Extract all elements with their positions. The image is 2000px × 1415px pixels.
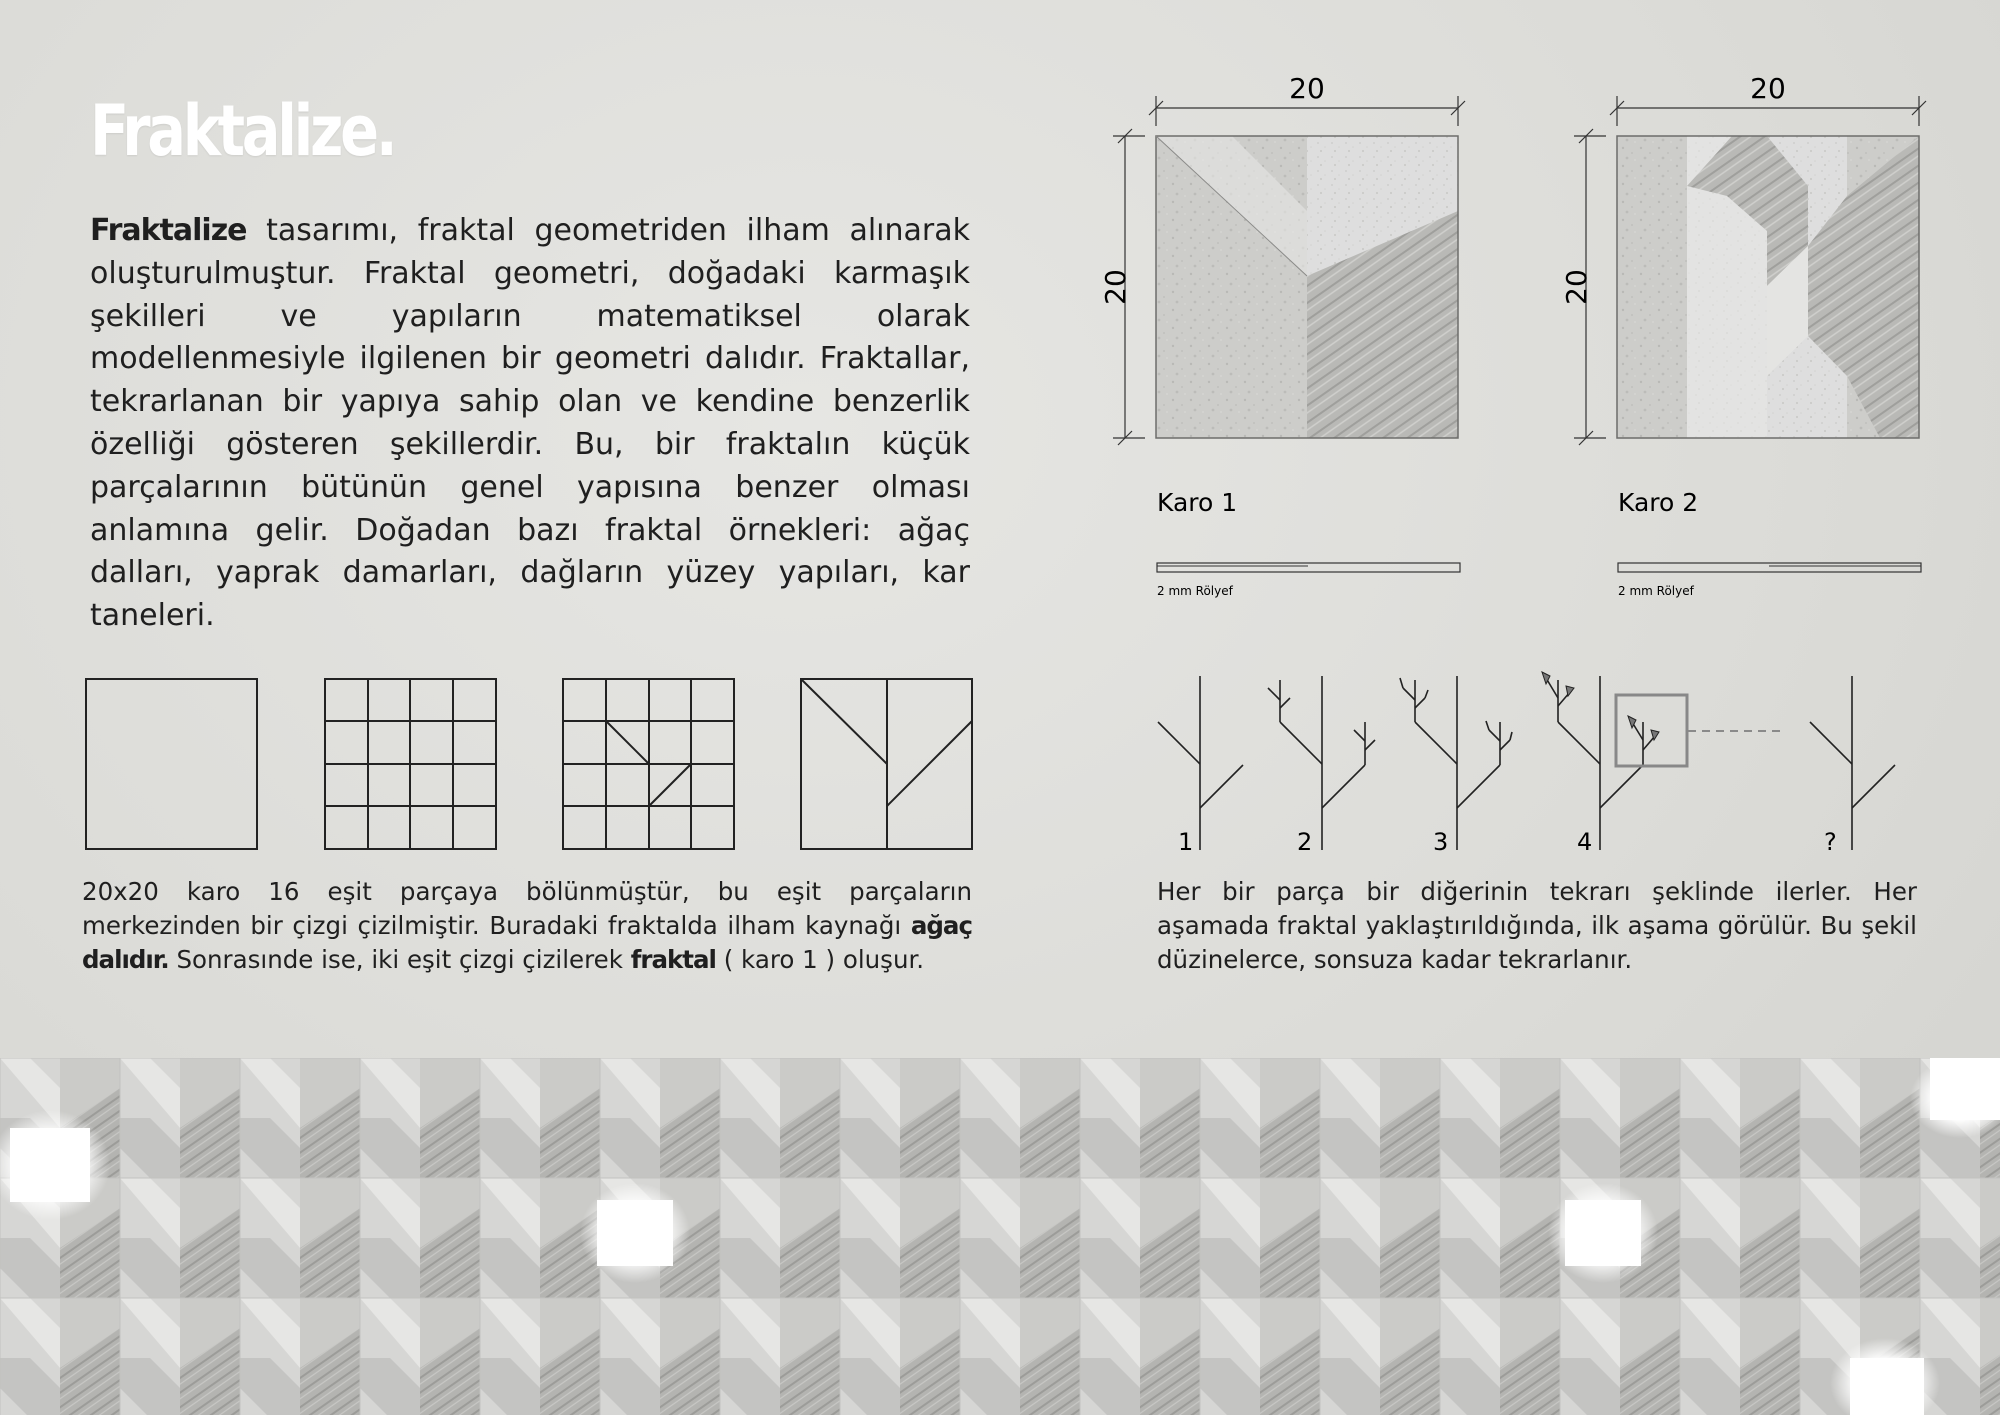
tree-3-twig-2 (1415, 698, 1425, 708)
stage-label-5: ? (1824, 828, 1837, 856)
karo-1-height-value: 20 (1099, 269, 1132, 305)
fractal-4-branch-right (887, 721, 972, 806)
construction-fractal-4 (801, 679, 972, 849)
tree-3-leaf-1 (1400, 678, 1403, 688)
karo-2-width-value: 20 (1750, 72, 1786, 105)
tree-1-branch-left (1158, 722, 1200, 764)
caption-left-bold-1: ağaç dalıdır. (82, 911, 972, 974)
tile-pattern-surface (0, 1058, 2000, 1415)
tree-stage-5 (1810, 676, 1895, 850)
glow-tile-2-core (597, 1200, 673, 1266)
glow-tile-4-core (1930, 1058, 2000, 1120)
tree-5-branch-right (1852, 765, 1895, 808)
tree-3-twig-1 (1403, 688, 1415, 700)
grid-3-diagonal-2 (649, 764, 691, 806)
construction-grid-3 (563, 679, 734, 849)
glow-tile-3-core (1565, 1200, 1641, 1266)
tile-pattern-band (0, 1058, 2000, 1415)
caption-left-part-1: 20x20 karo 16 eşit parçaya bölünmüştür, bu eşit parçaların merkezinden bir çizgi çizilmiştir. Buradaki fraktalda ilham kaynağı (82, 877, 972, 940)
karo-1-relief-label: 2 mm Rölyef (1157, 584, 1233, 598)
fractal-4-branch-left (801, 679, 887, 764)
intro-text: tasarımı, fraktal geometriden ilham alınarak oluşturulmuştur. Fraktal geometri, doğadaki karmaşık şekilleri ve yapıların matematiksel olarak modellenmesiyle ilgilenen bir geometri dalıdır. Fraktallar, tekrarlanan bir yapıya sahip olan ve kendine benzerlik özelliği gösteren şekillerdir. Bu, bir fraktalın küçük parçalarının bütünün genel yapısına benzer olması anlamına gelir. Doğadan bazı fraktal örnekleri: ağaç dalları, yaprak damarları, dağların yüzey yapıları, kar taneleri. (90, 213, 970, 634)
grid-3-diagonal-1 (606, 721, 649, 764)
tree-stage-1 (1158, 676, 1243, 850)
karo-2-relief-profile (1618, 563, 1921, 572)
tree-3-twig-3 (1489, 730, 1500, 741)
tree-2-twig-4 (1365, 740, 1375, 750)
karo-1-drawing (1156, 136, 1458, 438)
tree-3-twig-4 (1500, 740, 1510, 750)
tree-2-twig-2 (1280, 698, 1290, 708)
tree-3-leaf-2 (1425, 690, 1428, 698)
stage-label-4: 4 (1577, 828, 1593, 856)
page-title: Fraktalize. (90, 90, 395, 172)
stage-label-2: 2 (1297, 828, 1313, 856)
karo-1-width-value: 20 (1289, 72, 1325, 105)
karo-1-relief-profile (1157, 563, 1460, 572)
glow-tile-1-core (10, 1128, 90, 1202)
construction-caption (82, 875, 972, 977)
stage-label-1: 1 (1178, 828, 1194, 856)
caption-left-bold-2: fraktal (630, 945, 716, 974)
tree-3-branch-left (1415, 722, 1457, 764)
tree-2-branch-left (1280, 722, 1322, 764)
tree-3-leaf-3 (1486, 721, 1489, 730)
intro-highlight: Fraktalize (90, 213, 247, 248)
glow-tile-5-core (1850, 1358, 1924, 1415)
construction-grid-2 (325, 679, 496, 849)
karo-2-label: Karo 2 (1618, 488, 1699, 517)
tree-2-twig-1 (1268, 688, 1280, 700)
tree-stage-4 (1542, 672, 1659, 850)
karo-2-relief-label: 2 mm Rölyef (1618, 584, 1694, 598)
karo-1-label: Karo 1 (1157, 488, 1238, 517)
karo-2-height-value: 20 (1560, 269, 1593, 305)
tree-stage-2 (1268, 676, 1375, 850)
caption-left-part-3: ( karo 1 ) oluşur. (715, 945, 925, 974)
tree-2-branch-right (1322, 765, 1365, 808)
construction-square-1 (86, 679, 257, 849)
tree-stages (1158, 672, 1895, 850)
karo-2-relief-base (1618, 563, 1921, 572)
tree-2-twig-3 (1354, 730, 1365, 741)
stage-label-3: 3 (1433, 828, 1449, 856)
tree-1-branch-right (1200, 765, 1243, 808)
tree-3-leaf-4 (1510, 732, 1512, 740)
karo-2-drawing (1617, 136, 1919, 438)
tree-4-branch-right (1600, 765, 1643, 808)
construction-steps (86, 679, 972, 849)
tree-3-branch-right (1457, 765, 1500, 808)
karo-1-relief-base (1157, 563, 1460, 572)
fractal-stages-caption: Her bir parça bir diğerinin tekrarı şeklinde ilerler. Her aşamada fraktal yaklaştırıldığında, ilk aşama görülür. Bu şekil düzinelerce, sonsuza kadar tekrarlanır. (1157, 877, 1917, 974)
tree-4-leaf-2 (1566, 686, 1574, 696)
tree-5-branch-left (1810, 722, 1852, 764)
tree-4-branch-left (1558, 722, 1600, 764)
tree-stage-3 (1400, 676, 1512, 850)
caption-left-part-2: Sonrasınde ise, iki eşit çizgi çizilerek (168, 945, 631, 974)
